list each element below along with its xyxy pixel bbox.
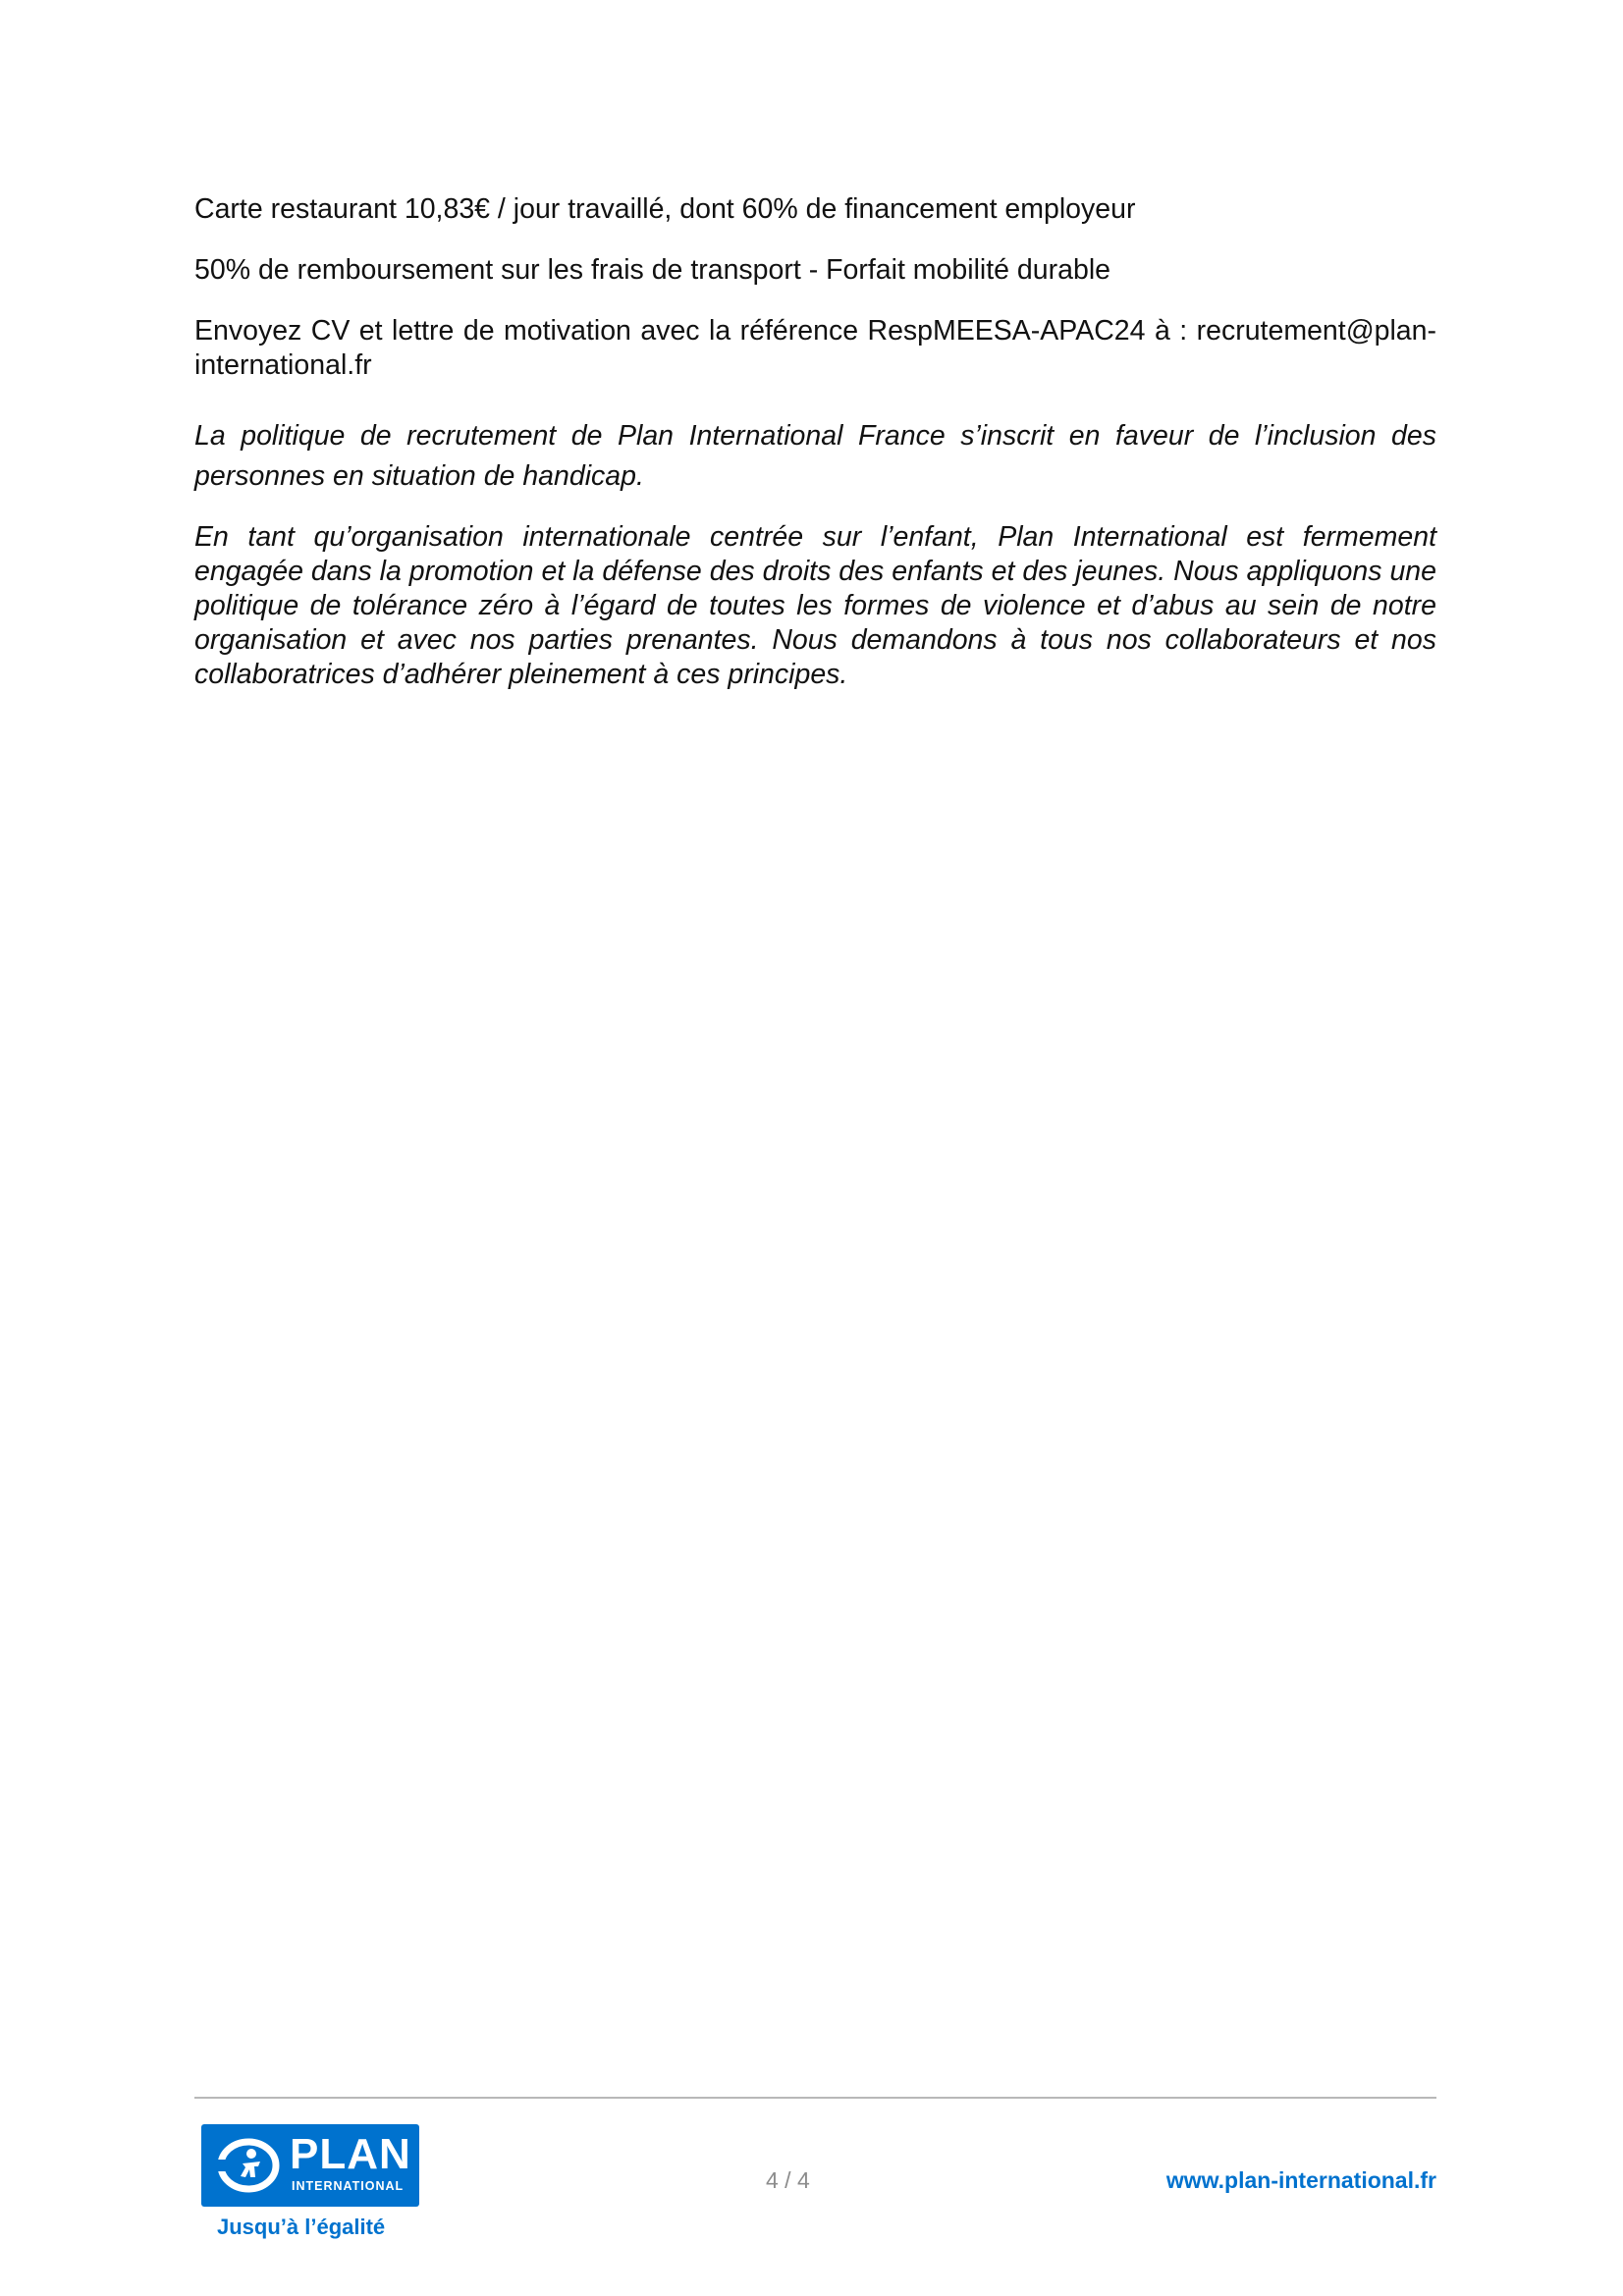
website-link[interactable]: www.plan-international.fr <box>1165 2167 1436 2193</box>
footer-divider <box>194 2097 1436 2099</box>
meal-voucher-paragraph: Carte restaurant 10,83€ / jour travaillé, dont 60% de financement employeur <box>194 193 1136 225</box>
page-number: 4 / 4 <box>766 2167 810 2193</box>
logo-subtitle: INTERNATIONAL <box>292 2179 405 2193</box>
logo-wordmark: PLAN <box>290 2130 411 2178</box>
logo-tagline: Jusqu’à l’égalité <box>217 2215 386 2239</box>
transport-paragraph: 50% de remboursement sur les frais de transport - Forfait mobilité durable <box>194 254 1110 286</box>
plan-international-logo <box>201 2124 419 2244</box>
safeguarding-paragraph: En tant qu’organisation internationale centrée sur l’enfant, Plan International est fermement engagée dans la promotion et la défense des droits des enfants et des jeunes. Nous appliquons une politique de tolérance zéro à l’égard de toutes les formes de violence et d’abus au sein de notre organisation et avec nos parties prenantes. Nous demandons à tous nos collaborateurs et nos collaboratrices d’adhérer pleinement à ces principes. <box>194 521 1436 690</box>
inclusion-policy-paragraph: La politique de recrutement de Plan International France s’inscrit en faveur de l’inclusion des personnes en situation de handicap. <box>194 420 1436 492</box>
child-globe-icon <box>213 2134 282 2197</box>
application-instructions-paragraph: Envoyez CV et lettre de motivation avec la référence RespMEESA-APAC24 à : recrutement@plan-international.fr <box>194 315 1436 381</box>
logo-box <box>201 2124 419 2207</box>
